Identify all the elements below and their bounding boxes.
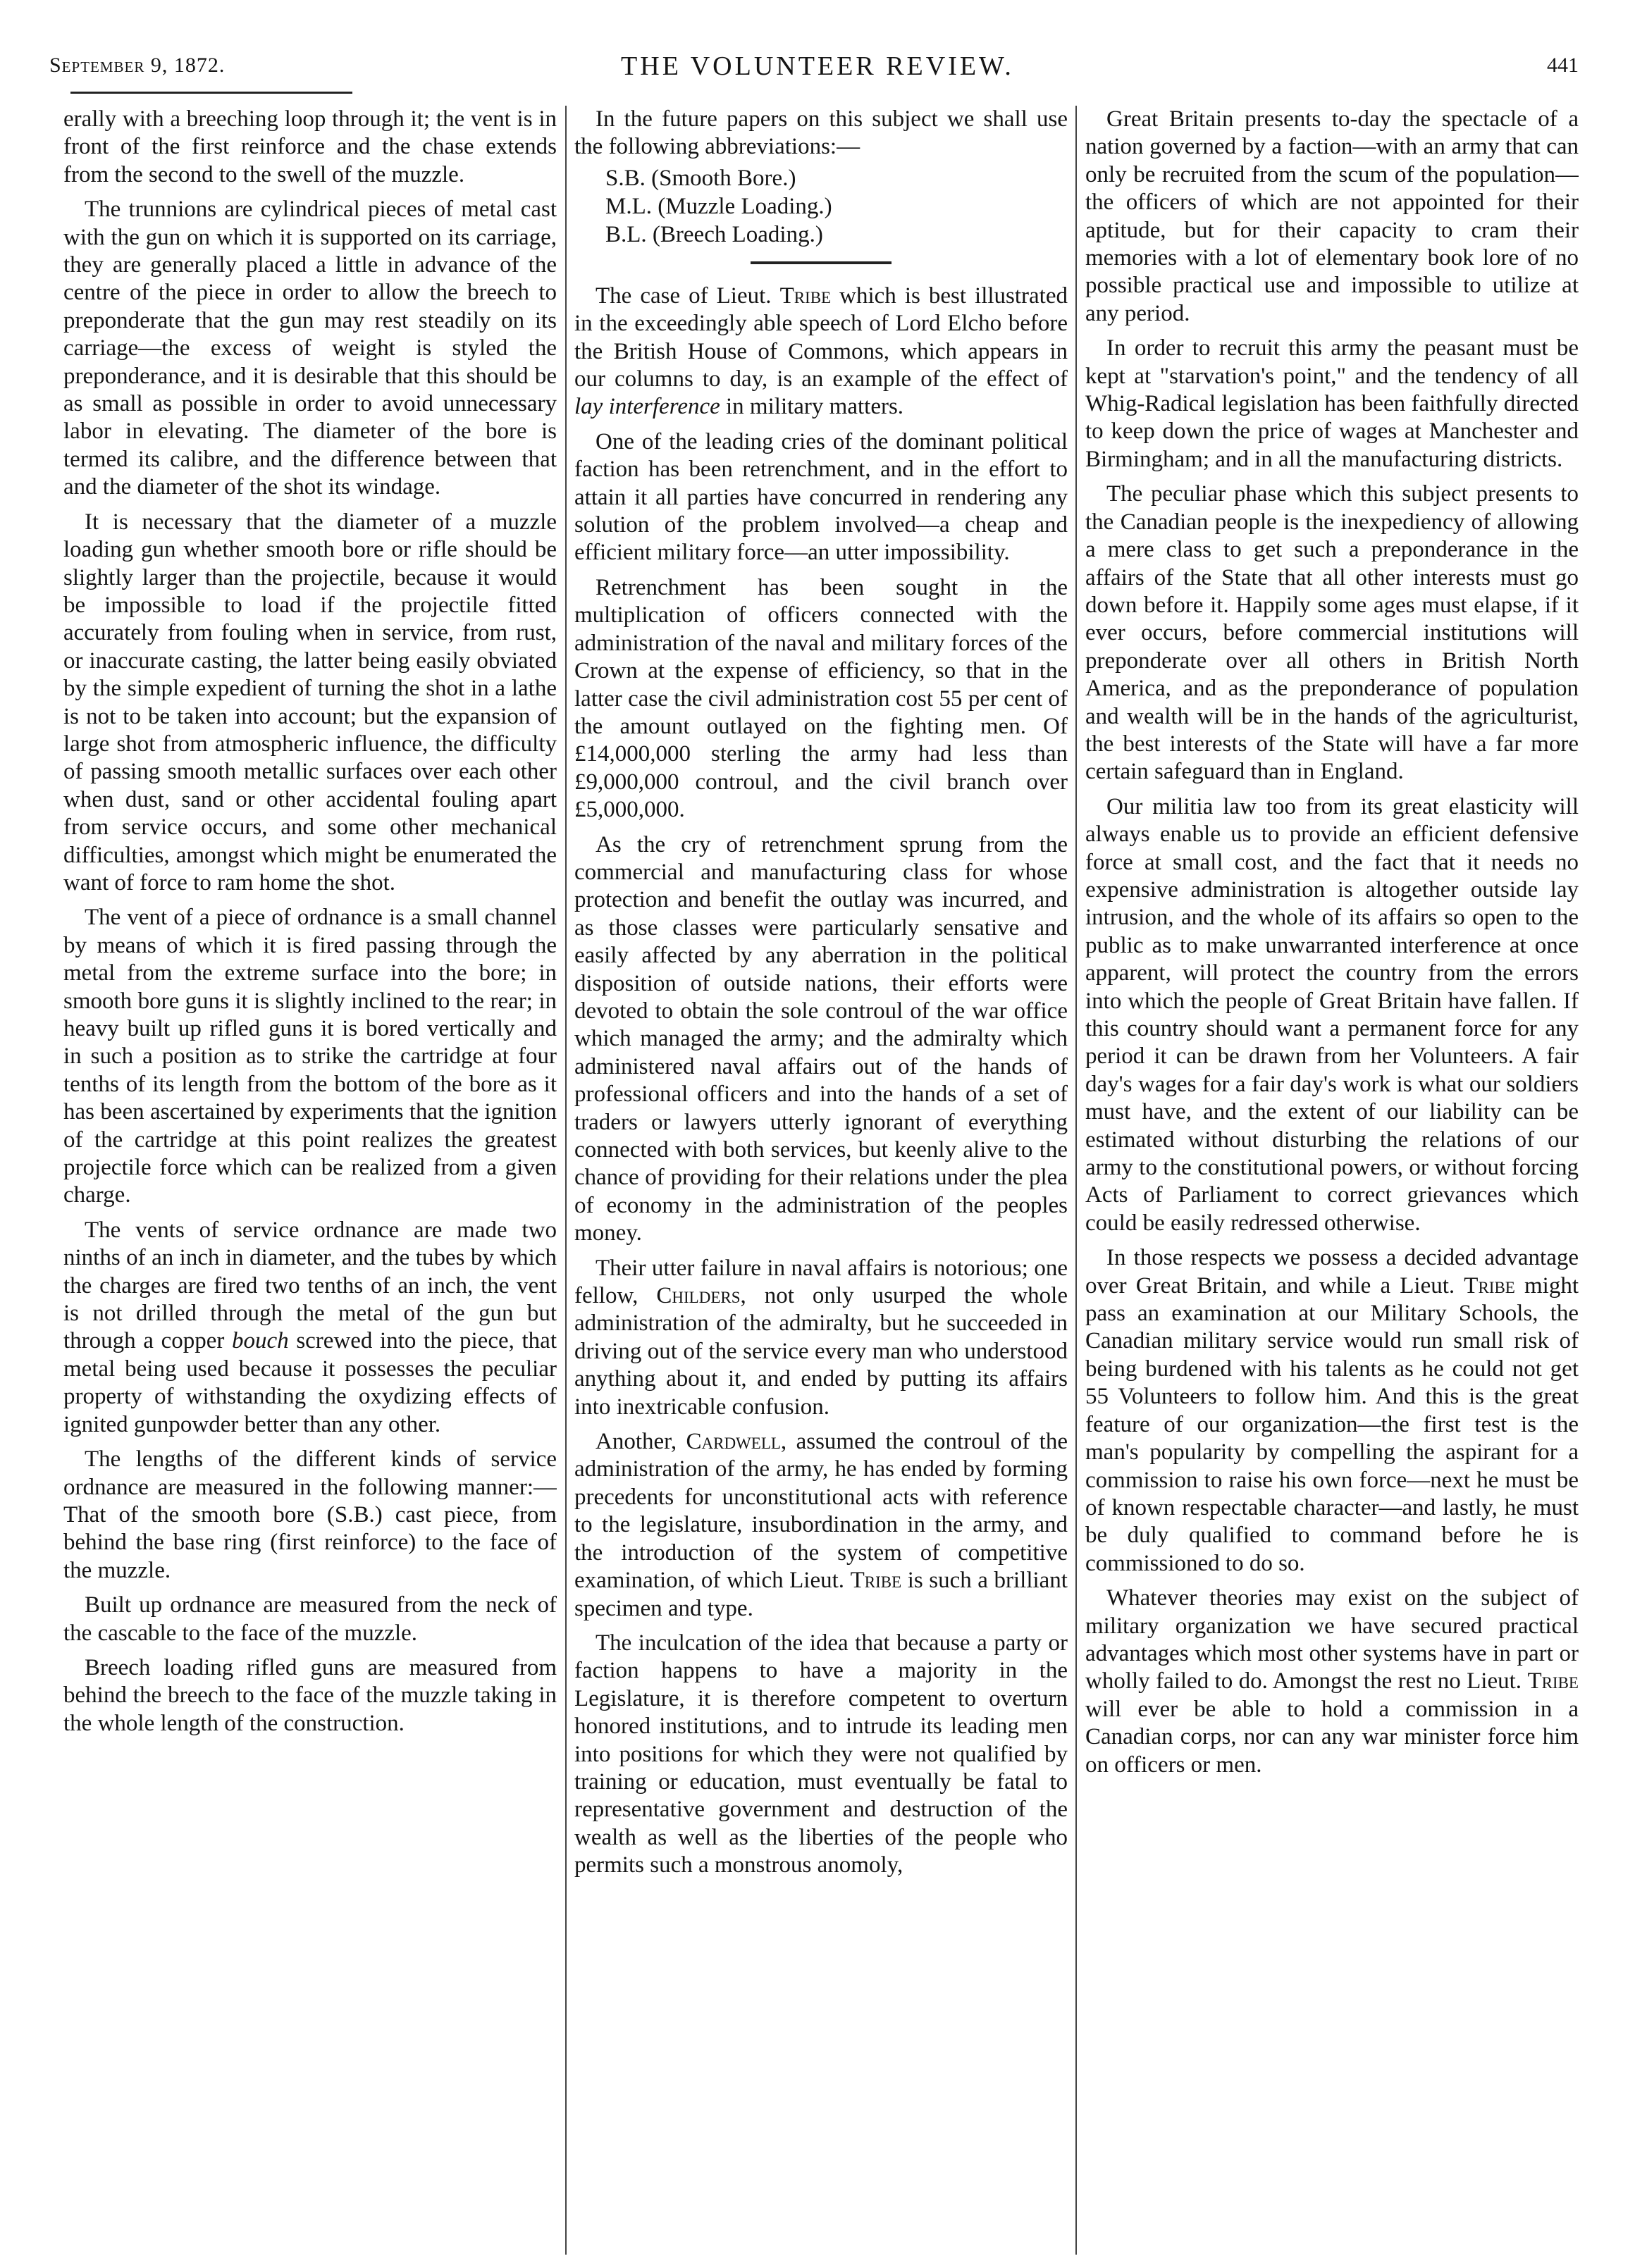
issue-date: September 9, 1872. <box>49 54 226 77</box>
text-run: might pass an examination at our Military Schools, the Canadian military service would run small risk of being burdened with his talents as he could not get 55 Volunteers to follow him. And this is the great feature of our organization—the first test is the man's popularity by compelling the aspirant for a commission to raise his own force—next he must be of known respectable character—and lastly, he must be duly qualified to command before he is commissioned to do so. <box>1085 1272 1579 1576</box>
section-separator <box>751 261 891 264</box>
text-run: The case of Lieut. <box>596 283 780 309</box>
paragraph: Our militia law too from its great elasticity will always enable us to provide an efficient defensive force at small cost, and the fact that it needs no expensive administration is altogether outside lay intrusion, and the whole of its affairs so open to the public as to make unwarranted interference at once apparent, will protect the country from the errors into which the people of Great Britain have fallen. If this country should want a permanent force for any period it can be drawn from her Volunteers. A fair day's wages for a fair day's work is what our soldiers must have, and the extent of our liability can be estimated without disturbing the relations of our army to the constitutional powers, or without forcing Acts of Parliament to correct grievances which could be easily redressed otherwise. <box>1085 793 1579 1236</box>
paragraph: The inculcation of the idea that because a party or faction happens to have a majority in the Legislature, it is therefore competent to overturn honored institutions, and to intrude its leading men into positions for which they were not qualified by training or education, must eventually be fatal to representative government and destruction of the wealth as well as the liberties of the people who permits such a monstrous anomoly, <box>574 1630 1068 1878</box>
name-smallcaps: Tribe <box>779 283 832 309</box>
text-run: in military matters. <box>720 394 904 420</box>
paragraph: It is necessary that the diameter of a muzzle loading gun whether smooth bore or rifle should be slightly larger than the projectile, because it would be impossible to load if the projectile fitted accurately from fouling when in service, from rust, or inaccurate casting, the latter being easily obviated by the simple expedient of turning the shot in a lathe is not to be taken into account; but the expansion of large shot from atmospheric influence, the difficulty of passing smooth metallic surfaces over each other when dust, sand or other accidental fouling apart from service occurs, and some other mechanical difficulties, amongst which might be enumerated the want of force to ram home the shot. <box>63 509 557 896</box>
page-number: 441 <box>1547 54 1579 77</box>
paragraph: The vent of a piece of ordnance is a small channel by means of which it is fired passing through the metal from the extreme surface into the bore; in smooth bore guns it is slightly inclined to the rear; in heavy built up rifled guns it is bored vertically and in such a position as to strike the cartridge at four tenths of its length from the bottom of the bore as it has been ascertained by experiments that the ignition of the cartridge at this point realizes the greatest projectile force which can be realized from a given charge. <box>63 905 557 1208</box>
paragraph: erally with a breeching loop through it; the vent is in front of the first reinforce and the chase extends from the second to the swell of the muzzle. <box>63 106 557 187</box>
paragraph <box>1085 1244 1579 1578</box>
column-3 <box>1085 106 1579 2248</box>
text-run: Their utter failure in naval affairs is notorious; one fellow, <box>574 1255 1068 1309</box>
paragraph <box>574 1255 1068 1421</box>
name-smallcaps: Tribe <box>1527 1668 1579 1694</box>
italic-term: bouch <box>232 1328 289 1354</box>
text-run: , not only usurped the whole administration of the admiralty, but he succeeded in driving out of the service every man who understood anything about it, and ended by putting its affairs into inextricable confusion. <box>574 1283 1068 1420</box>
text-run: will ever be able to hold a commission in a Canadian corps, nor can any war minister force him on officers or men. <box>1085 1696 1579 1778</box>
text-run: is such a brilliant specimen and type. <box>574 1568 1068 1621</box>
column-divider <box>565 106 567 2255</box>
paragraph <box>574 1428 1068 1623</box>
paragraph: Built up ordnance are measured from the neck of the cascable to the face of the muzzle. <box>63 1592 557 1646</box>
paragraph: The peculiar phase which this subject presents to the Canadian people is the inexpediency of allowing a mere class to get such a preponderance in the affairs of the State that all other interests must go down before it. Happily some ages must elapse, if it ever occurs, before commercial institutions will preponderate over all others in British North America, and as the preponderance of population and wealth will be in the hands of the agriculturist, the best interests of the State will have a far more certain safeguard than in England. <box>1085 481 1579 785</box>
masthead <box>42 47 1593 90</box>
text-run: screwed into the piece, that metal being used because it possesses the peculiar property of withstanding the oxydizing effects of ignited gunpowder better than any other. <box>63 1328 557 1437</box>
text-run: Another, <box>596 1429 686 1455</box>
italic-term: lay interference <box>574 394 720 420</box>
abbreviation-list <box>605 164 1068 249</box>
text-run: Whatever theories may exist on the subject of military organization we have secured practical advantages which most other systems have in part or wholly failed to do. Amongst the rest no Lieut. <box>1085 1585 1579 1694</box>
newspaper-title: THE VOLUNTEER REVIEW. <box>621 51 1014 81</box>
paragraph: As the cry of retrenchment sprung from the commercial and manufacturing class for whose protection and benefit the outlay was incurred, and as those classes were particularly sensative and easily affected by any aberration in the political disposition of outside nations, their efforts were devoted to obtain the sole controul of the war office which managed the army; and the admiralty which administered naval affairs out of the hands of professional officers and into the hands of a set of traders or lawyers utterly ignorant of everything connected with both services, but keenly alive to the chance of providing for their relations under the plea of economy in the administration of the peoples money. <box>574 831 1068 1246</box>
column-2 <box>574 106 1068 2248</box>
name-smallcaps: Childers <box>656 1283 741 1309</box>
abbreviation-item: S.B. (Smooth Bore.) <box>605 165 796 191</box>
paragraph <box>1085 1585 1579 1779</box>
text-run: In those respects we possess a decided advantage over Great Britain, and while a Lieut. <box>1085 1245 1579 1299</box>
paragraph <box>63 1217 557 1439</box>
name-smallcaps: Cardwell <box>686 1429 781 1455</box>
paragraph: The lengths of the different kinds of service ordnance are measured in the following manner:—That of the smooth bore (S.B.) cast piece, from behind the base ring (first reinforce) to the face of the muzzle. <box>63 1446 557 1583</box>
text-run: , assumed the controul of the administration of the army, he has ended by forming precedents for unconstitutional acts with reference to the legislature, insubordination in the army, and the introduction of the system of competitive examination, of which Lieut. <box>574 1429 1068 1594</box>
paragraph: In the future papers on this subject we shall use the following abbreviations:— <box>574 106 1068 160</box>
name-smallcaps: Tribe <box>1464 1272 1515 1299</box>
header-rule <box>70 92 352 94</box>
paragraph <box>574 283 1068 421</box>
text-run: which is best illustrated in the exceedingly able speech of Lord Elcho before the British House of Commons, which appears in our columns to day, is an example of the effect of <box>574 283 1068 392</box>
name-smallcaps: Tribe <box>850 1568 902 1594</box>
text-run: The vents of service ordnance are made two ninths of an inch in diameter, and the tubes by which the charges are fired two tenths of an inch, the vent is not drilled through the metal of the gun but through a copper <box>63 1217 557 1354</box>
paragraph: Great Britain presents to-day the spectacle of a nation governed by a faction—with an army that can only be recruited from the scum of the population—the officers of which are not appointed for their aptitude, but for their capacity to cram their memories with a lot of elementary book lore of no possible practical use and impossible to utilize at any period. <box>1085 106 1579 326</box>
column-1 <box>63 106 557 2248</box>
paragraph: Breech loading rifled guns are measured from behind the breech to the face of the muzzle taking in the whole length of the construction. <box>63 1654 557 1736</box>
abbreviation-item: B.L. (Breech Loading.) <box>605 221 823 247</box>
abbreviation-item: M.L. (Muzzle Loading.) <box>605 193 832 219</box>
paragraph: In order to recruit this army the peasant must be kept at "starvation's point," and the tendency of all Whig-Radical legislation has been faithfully directed to keep down the price of wages at Manchester and Birmingham; and in all the manufacturing districts. <box>1085 335 1579 472</box>
paragraph: The trunnions are cylindrical pieces of metal cast with the gun on which it is supported on its carriage, they are generally placed a little in advance of the centre of the piece in order to allow the breech to preponderate that the gun may rest steadily on its carriage—the excess of weight is styled the preponderance, and it is desirable that this should be as small as possible in order to avoid unnecessary labor in elevating. The diameter of the bore is termed its calibre, and the difference between that and the diameter of the shot its windage. <box>63 197 557 500</box>
paragraph: Retrenchment has been sought in the multiplication of officers connected with the administration of the naval and military forces of the Crown at the expense of efficiency, so that in the latter case the civil administration cost 55 per cent of the amount outlayed on the fighting men. Of £14,000,000 sterling the army had less than £9,000,000 controul, and the civil branch over £5,000,000. <box>574 574 1068 823</box>
column-divider <box>1075 106 1077 2255</box>
paragraph: One of the leading cries of the dominant political faction has been retrenchment, and in the effort to attain it all parties have concurred in rendering any solution of the problem involved—a cheap and efficient military force—an utter impossibility. <box>574 428 1068 566</box>
